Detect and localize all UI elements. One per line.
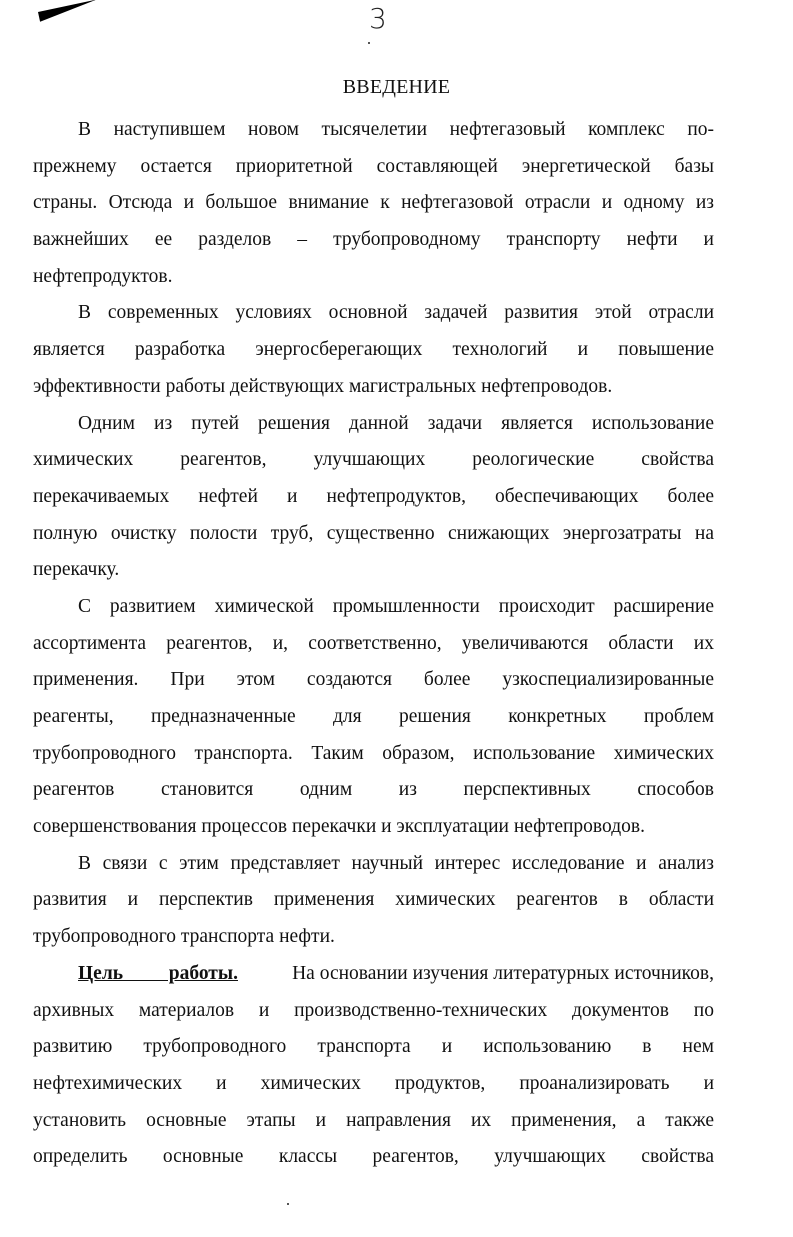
paragraph-line: трубопроводного транспорта. Таким образом, использование химических	[33, 742, 714, 764]
paragraph-line: трубопроводного транспорта нефти.	[33, 926, 335, 948]
document-body	[33, 112, 714, 1176]
scan-speck	[287, 1203, 289, 1205]
paragraph-line: совершенствования процессов перекачки и эксплуатации нефтепроводов.	[33, 816, 645, 838]
paragraph-line: нефтепродуктов.	[33, 265, 173, 287]
page-number: 3	[369, 2, 387, 35]
paragraph-line: установить основные этапы и направления их применения, а также	[33, 1109, 714, 1131]
paragraph-line: В современных условиях основной задачей развития этой отрасли	[78, 302, 714, 324]
paragraph-line: страны. Отсюда и большое внимание к нефтегазовой отрасли и одному из	[33, 192, 714, 214]
scan-speck	[368, 42, 370, 44]
paragraph-line: архивных материалов и производственно-технических документов по	[33, 999, 714, 1021]
paragraph-line: нефтехимических и химических продуктов, проанализировать и	[33, 1072, 714, 1094]
paragraph-line: применения. При этом создаются более узкоспециализированные	[33, 669, 714, 691]
paragraph-line: развитию трубопроводного транспорта и использованию в нем	[33, 1036, 714, 1058]
paragraph-line: реагентов становится одним из перспективных способов	[33, 779, 714, 801]
paragraph-line: развития и перспектив применения химических реагентов в области	[33, 889, 714, 911]
paragraph-line: Одним из путей решения данной задачи является использование	[78, 412, 714, 434]
paragraph-line: перекачку.	[33, 559, 120, 581]
paragraph-line: важнейших ее разделов – трубопроводному транспорту нефти и	[33, 229, 714, 251]
goal-label: Цель работы.	[78, 962, 238, 984]
paragraph-line: является разработка энергосберегающих технологий и повышение	[33, 339, 714, 361]
paragraph-line: эффективности работы действующих магистральных нефтепроводов.	[33, 375, 613, 397]
paragraph-line: С развитием химической промышленности происходит расширение	[78, 595, 714, 617]
paragraph-line: полную очистку полости труб, существенно снижающих энергозатраты на	[33, 522, 714, 544]
paragraph-line: ассортимента реагентов, и, соответственно, увеличиваются области их	[33, 632, 714, 654]
paragraph-line: перекачиваемых нефтей и нефтепродуктов, обеспечивающих более	[33, 485, 714, 507]
paragraph-line: определить основные классы реагентов, улучшающих свойства	[33, 1146, 714, 1168]
goal-text: На основании изучения литературных источников,	[292, 962, 714, 984]
paragraph-line: В связи с этим представляет научный интерес исследование и анализ	[78, 852, 714, 874]
paragraph-line: реагенты, предназначенные для решения конкретных проблем	[33, 706, 714, 727]
paragraph-line: В наступившем новом тысячелетии нефтегазовый комплекс по-	[78, 119, 714, 140]
paragraph-line: химических реагентов, улучшающих реологические свойства	[33, 449, 714, 471]
section-heading: ВВЕДЕНИЕ	[342, 76, 451, 98]
paragraph-line: прежнему остается приоритетной составляющей энергетической базы	[33, 155, 714, 177]
scan-corner-mark	[38, 0, 99, 22]
goal-first-line	[33, 956, 714, 993]
